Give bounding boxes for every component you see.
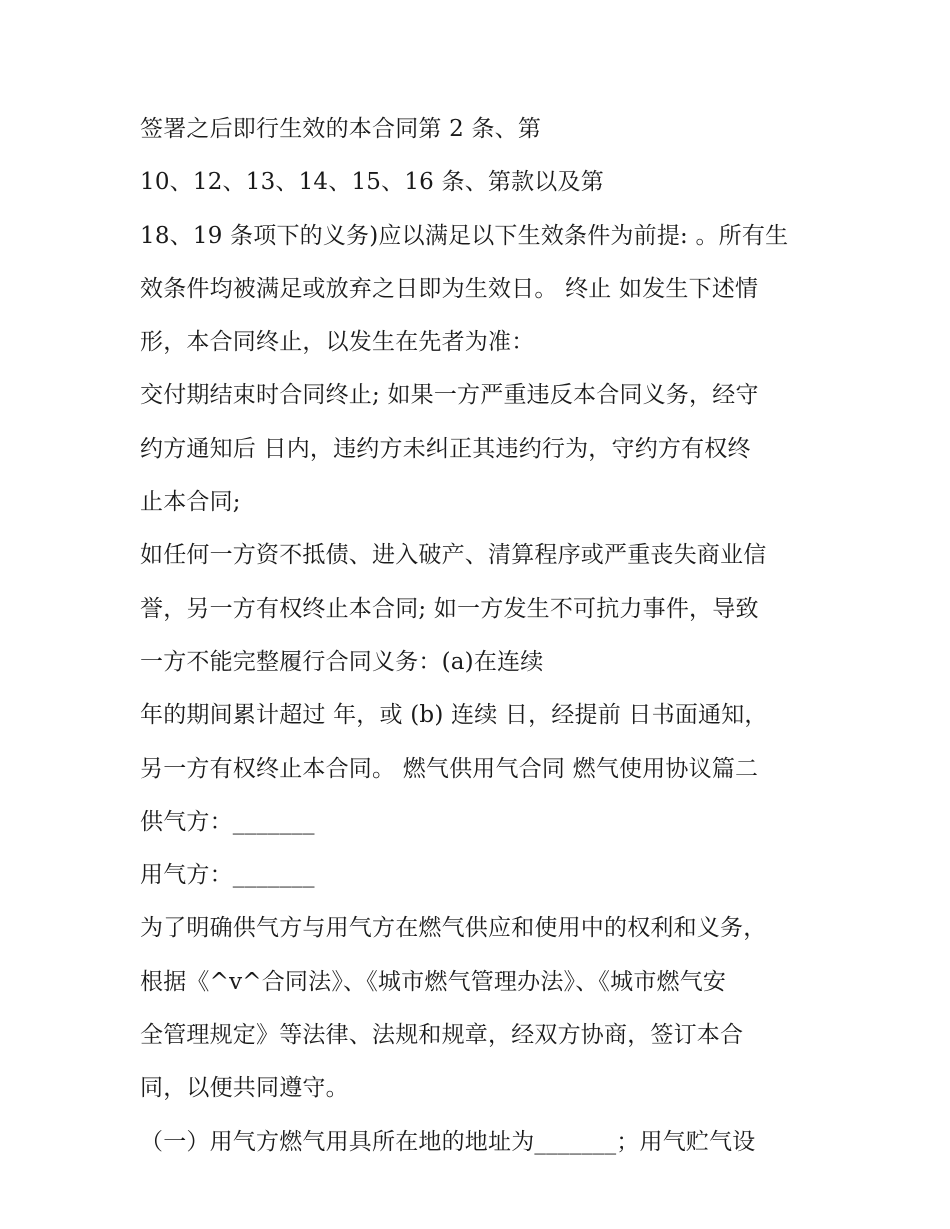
text-line: 年的期间累计超过 年，或 (b) 连续 日，经提前 日书面通知， xyxy=(140,702,768,729)
text-line: 同，以便共同遵守。 xyxy=(140,1075,349,1102)
text-line: 约方通知后 日内，违约方未纠正其违约行为，守约方有权终 xyxy=(140,435,751,462)
text-line: 另一方有权终止本合同。 燃气供用气合同 燃气使用协议篇二 xyxy=(140,755,759,782)
text-line: 誉，另一方有权终止本合同; 如一方发生不可抗力事件，导致 xyxy=(140,595,759,622)
text-line: （一）用气方燃气用具所在地的地址为_______；用气贮气设 xyxy=(140,1128,756,1155)
text-line: 效条件均被满足或放弃之日即为生效日。 终止 如发生下述情 xyxy=(140,275,759,302)
text-line: 用气方：_______ xyxy=(140,862,315,889)
text-line: 形，本合同终止，以发生在先者为准： xyxy=(140,329,535,356)
text-line: 为了明确供气方与用气方在燃气供应和使用中的权利和义务， xyxy=(140,915,767,942)
text-line: 止本合同; xyxy=(140,489,241,516)
text-line: 签署之后即行生效的本合同第 2 条、第 xyxy=(140,116,542,142)
text-line: 全管理规定》等法律、法规和规章，经双方协商，签订本合 xyxy=(140,1022,744,1049)
text-line: 18、19 条项下的义务)应以满足以下生效条件为前提: 。所有生 xyxy=(140,222,789,249)
text-line: 交付期结束时合同终止; 如果一方严重违反本合同义务，经守 xyxy=(140,382,759,409)
text-line: 如任何一方资不抵债、进入破产、清算程序或严重丧失商业信 xyxy=(140,542,767,569)
text-line: 一方不能完整履行合同义务：(a)在连续 xyxy=(140,648,544,675)
text-line: 根据《^v^合同法》、《城市燃气管理办法》、《城市燃气安 xyxy=(140,968,727,995)
document-body xyxy=(140,108,830,1174)
text-line: 10、12、13、14、15、16 条、第款以及第 xyxy=(140,169,604,196)
text-line: 供气方：_______ xyxy=(140,808,315,835)
